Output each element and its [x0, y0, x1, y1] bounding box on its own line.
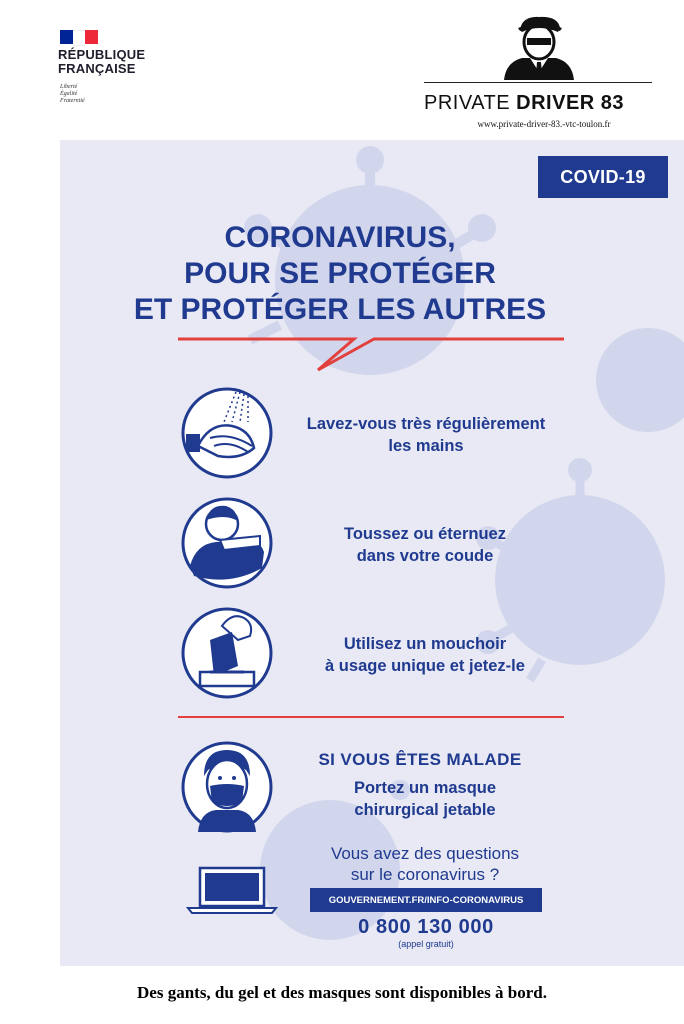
questions-line2: sur le coronavirus ? — [350, 865, 500, 884]
motto-egalite: Égalité — [60, 91, 78, 97]
covid-badge: COVID-19 — [538, 156, 668, 198]
tip-cough-elbow — [300, 523, 550, 567]
questions-line1: Vous avez des questions — [330, 844, 520, 863]
sick-line1: Portez un masque — [353, 779, 497, 797]
republique-flag — [60, 30, 98, 44]
motto-liberte: Liberté — [60, 84, 78, 90]
brand-divider — [424, 82, 652, 83]
section-divider — [178, 716, 564, 718]
tip-2-line2: dans votre coude — [356, 547, 494, 565]
face-mask-icon — [180, 740, 274, 834]
flag-blue — [60, 30, 73, 44]
questions-text — [290, 843, 560, 885]
brand-name-bold: DRIVER 83 — [516, 92, 625, 114]
brand-name-light: PRIVATE — [424, 92, 517, 114]
motto-fraternite: Fraternité — [60, 98, 85, 104]
wash-hands-icon — [180, 386, 274, 480]
sick-heading: SI VOUS ÊTES MALADE — [318, 750, 522, 769]
tissue-icon — [180, 606, 274, 700]
sick-line2: chirurgical jetable — [354, 801, 496, 819]
hotline-note: (appel gratuit) — [398, 939, 454, 949]
republique-title-line2: FRANÇAISE — [58, 61, 136, 76]
tip-3-line2: à usage unique et jetez-le — [325, 657, 525, 675]
sick-advice — [310, 777, 540, 821]
tip-2-line1: Toussez ou éternuez — [344, 525, 506, 543]
republique-title-line1: RÉPUBLIQUE — [58, 47, 146, 62]
tip-1-line1: Lavez-vous très régulièrement — [306, 415, 546, 433]
tip-1-line2: les mains — [388, 437, 464, 455]
speech-bubble-line — [178, 336, 568, 376]
cough-elbow-icon — [180, 496, 274, 590]
headline-line1: CORONAVIRUS, — [224, 221, 456, 254]
tip-wash-hands — [286, 413, 566, 457]
headline-line3: ET PROTÉGER LES AUTRES — [133, 293, 547, 326]
headline-line2: POUR SE PROTÉGER — [184, 257, 496, 290]
flag-white — [73, 30, 86, 46]
chauffeur-avatar-icon — [500, 14, 578, 80]
tip-tissue — [290, 633, 560, 677]
hotline-number[interactable]: 0 800 130 000 — [358, 916, 494, 938]
footer-note: Des gants, du gel et des masques sont disponibles à bord. — [137, 983, 547, 1002]
republique-motto — [60, 84, 85, 105]
laptop-icon — [186, 866, 278, 914]
flag-red — [85, 30, 98, 44]
poster-headline — [130, 220, 550, 328]
republique-title — [58, 48, 145, 76]
brand-name — [424, 92, 660, 115]
tip-3-line1: Utilisez un mouchoir — [343, 635, 507, 653]
brand-url[interactable]: www.private-driver-83.-vtc-toulon.fr — [477, 119, 611, 129]
gov-website-link[interactable]: GOUVERNEMENT.FR/INFO-CORONAVIRUS — [310, 888, 542, 912]
